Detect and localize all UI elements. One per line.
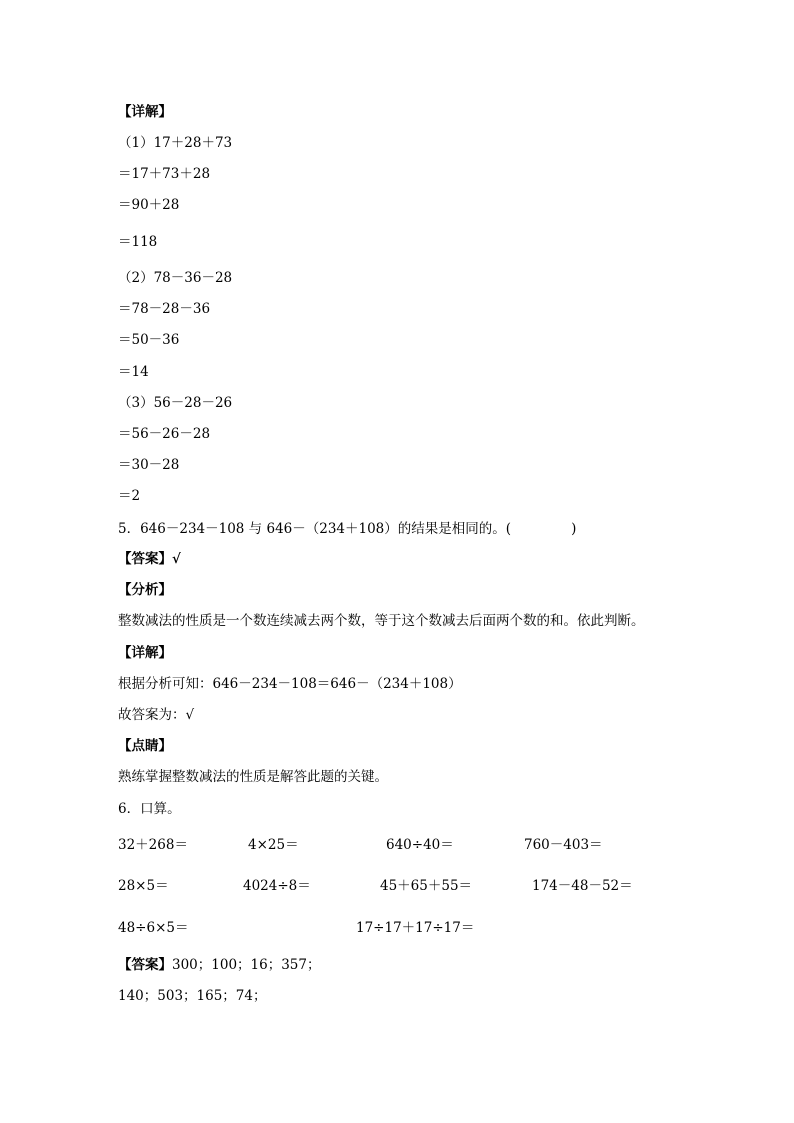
answer-6-line1 <box>118 956 320 974</box>
calc-item: 17÷17＋17÷17＝ <box>356 920 475 936</box>
step-line: ＝90＋28 <box>118 197 180 213</box>
step-line: ＝118 <box>118 234 158 250</box>
detail-heading: 【详解】 <box>118 104 172 120</box>
analysis-text: 整数减法的性质是一个数连续减去两个数，等于这个数减去后面两个数的和。依此判断。 <box>118 613 645 629</box>
analysis-heading: 【分析】 <box>118 582 172 598</box>
calc-item: 4024÷8＝ <box>243 878 311 894</box>
step-line: ＝56－26－28 <box>118 426 211 442</box>
step-line: （2）78－36－28 <box>118 270 233 286</box>
conclusion-text: 故答案为：√ <box>118 707 195 723</box>
detail-text: 根据分析可知：646－234－108＝646－（234＋108） <box>118 676 462 692</box>
step-line: ＝17＋73＋28 <box>118 166 211 182</box>
step-line: ＝50－36 <box>118 332 180 348</box>
step-line: ＝2 <box>118 488 141 504</box>
answer-label: 【答案】 <box>118 957 172 973</box>
comment-heading: 【点睛】 <box>118 738 172 754</box>
detail-heading: 【详解】 <box>118 645 172 661</box>
comment-text: 熟练掌握整数减法的性质是解答此题的关键。 <box>118 769 388 785</box>
step-line: （1）17＋28＋73 <box>118 135 233 151</box>
answer-6-line2: 140；503；165；74； <box>118 988 267 1004</box>
answer-values: 300；100；16；357； <box>172 957 321 973</box>
calc-item: 45＋65＋55＝ <box>380 878 473 894</box>
step-line: ＝78－28－36 <box>118 301 211 317</box>
calc-item: 48÷6×5＝ <box>118 920 189 936</box>
step-line: （3）56－28－26 <box>118 395 233 411</box>
calc-item: 174－48－52＝ <box>532 878 633 894</box>
calc-item: 760－403＝ <box>524 837 603 853</box>
calc-item: 32＋268＝ <box>118 837 188 853</box>
calc-item: 640÷40＝ <box>386 837 454 853</box>
calc-item: 28×5＝ <box>118 878 169 894</box>
step-line: ＝14 <box>118 364 149 380</box>
step-line: ＝30－28 <box>118 457 180 473</box>
question-5: 5．646－234－108 与 646－（234＋108）的结果是相同的。( ) <box>118 521 577 537</box>
answer-5: 【答案】√ <box>118 551 181 567</box>
calc-item: 4×25＝ <box>248 837 299 853</box>
question-6: 6．口算。 <box>118 801 181 817</box>
